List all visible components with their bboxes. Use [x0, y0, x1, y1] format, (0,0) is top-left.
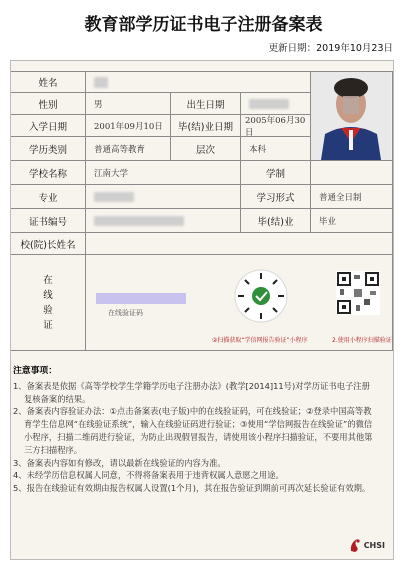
cert-no-value [86, 209, 241, 233]
grad-date-value: 2005年06月30日 [241, 115, 311, 137]
birth-label: 出生日期 [171, 93, 241, 115]
note-item-1: 1、备案表是依据《高等学校学生学籍学历电子注册办法》(教学[2014]11号)对学历证书电子注册复核备案的结果。 [13, 380, 370, 404]
qr-code-icon [336, 271, 380, 315]
duration-label: 学制 [241, 161, 311, 185]
redacted-cert-no [94, 216, 184, 226]
mobile-hint: 2.使用小程序扫描验证 [332, 337, 392, 344]
level-value: 本科 [241, 137, 311, 161]
cert-no-label: 证书编号 [11, 209, 86, 233]
school-value: 江南大学 [86, 161, 241, 185]
duration-value [311, 161, 393, 185]
school-label: 学校名称 [11, 161, 86, 185]
chsi-logo-text: CHSI [363, 540, 385, 550]
redacted-major [94, 192, 134, 202]
verify-code-label: 在线验证码 [108, 309, 143, 317]
enroll-value: 2001年09月10日 [86, 115, 171, 137]
principal-label: 校(院)长姓名 [11, 233, 86, 255]
wechat-hint: ②扫描获取“学信网报告验证”小程序 [212, 337, 308, 344]
grad-status-value: 毕业 [311, 209, 393, 233]
note-item-3: 3、备案表内容如有修改，请以最新在线验证的内容为准。 [13, 457, 226, 468]
grad-date-label: 毕(结)业日期 [171, 115, 241, 137]
gender-label: 性别 [11, 93, 86, 115]
study-form-label: 学习形式 [241, 185, 311, 209]
study-form-value: 普通全日制 [311, 185, 393, 209]
edu-type-value: 普通高等教育 [86, 137, 171, 161]
registration-form [10, 60, 394, 560]
portrait-image [311, 72, 391, 160]
gender-value: 男 [86, 93, 171, 115]
major-label: 专业 [11, 185, 86, 209]
major-value [86, 185, 241, 209]
notes-section [13, 365, 373, 495]
update-date: 更新日期：2019年10月23日 [268, 43, 393, 54]
note-item-5: 5、报告在线验证有效期由报告权属人设置(1个月)，其在报告验证到期前可再次延长验证有效期。 [13, 483, 371, 494]
birth-value [241, 93, 311, 115]
student-photo [311, 71, 393, 161]
wechat-miniprogram-icon [234, 269, 288, 323]
level-label: 层次 [171, 137, 241, 161]
verify-label: 在线验证 [11, 255, 86, 351]
verify-area [86, 255, 393, 351]
redacted-name [94, 77, 108, 88]
page-title: 教育部学历证书电子注册备案表 [84, 15, 323, 35]
enroll-label: 入学日期 [11, 115, 86, 137]
edu-type-label: 学历类别 [11, 137, 86, 161]
name-value [86, 71, 311, 93]
name-label: 姓名 [11, 71, 86, 93]
note-item-2: 2、备案表内容验证办法：①点击备案表(电子版)中的在线验证码，可在线验证；②登录中国高等教育学生信息网“在线验证系统”，输入在线验证码进行验证；③使用“学信网报告在线验证”的微信小程序，扫描二维码进行验证，为防止出现假冒报告，请使用该小程序扫描验证，不要用其他第三方扫描程序。 [13, 406, 373, 455]
redacted-birth [249, 99, 289, 109]
grad-status-label: 毕(结)业 [241, 209, 311, 233]
principal-value [86, 233, 393, 255]
verify-code-redacted[interactable] [96, 293, 186, 304]
notes-heading: 注意事项： [13, 366, 57, 376]
chsi-emblem-icon [348, 537, 362, 553]
note-item-4: 4、未经学历信息权属人同意，不得将备案表用于违背权属人意愿之用途。 [13, 470, 284, 481]
chsi-logo [348, 537, 385, 553]
